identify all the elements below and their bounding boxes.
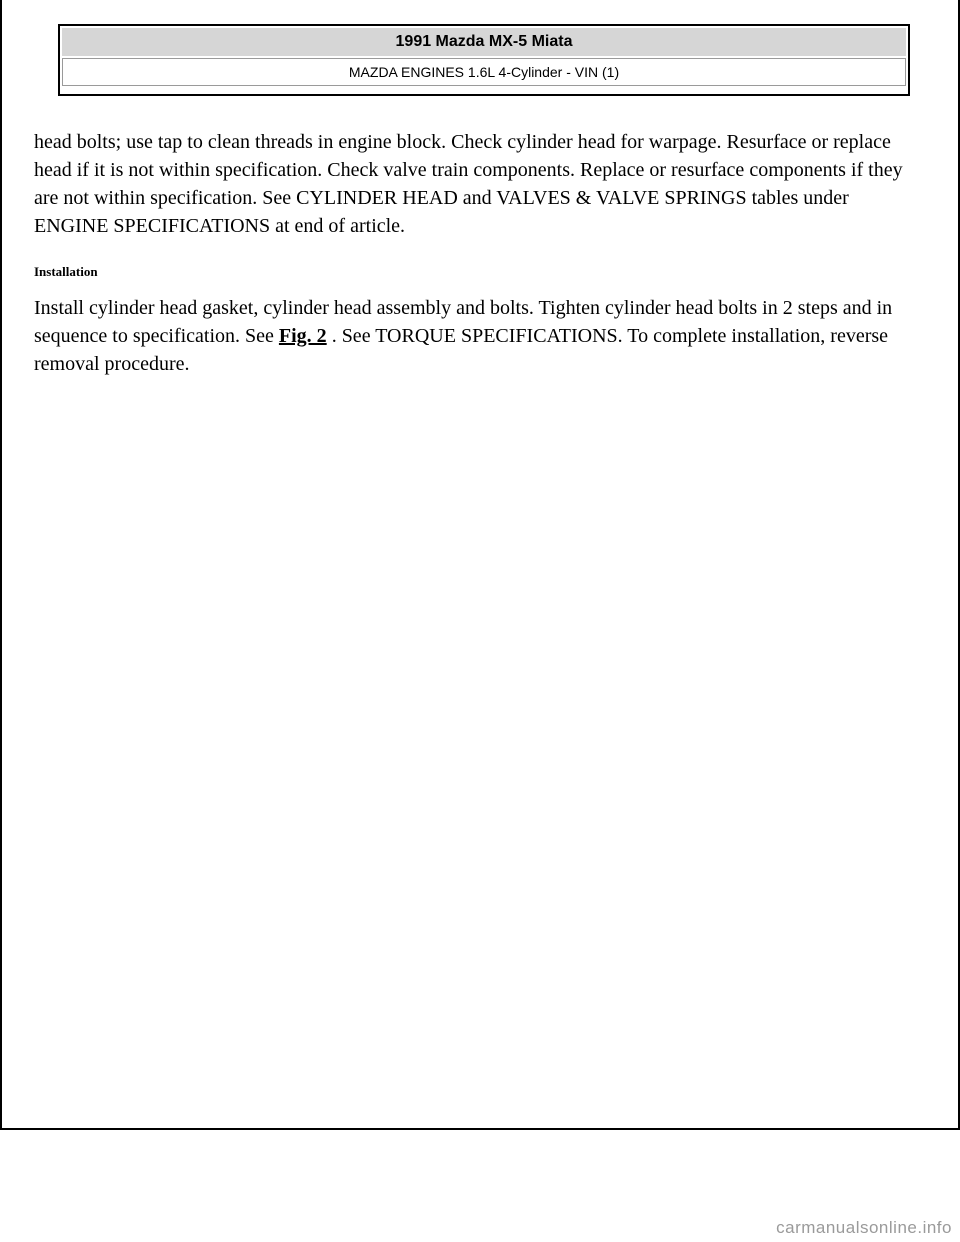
site-watermark: carmanualsonline.info [776, 1218, 952, 1237]
paragraph-installation [34, 294, 914, 378]
section-heading-installation: Installation [34, 264, 98, 279]
document-header [58, 24, 910, 96]
document-title: 1991 Mazda MX-5 Miata [62, 28, 906, 56]
paragraph-installation-text-start: Install cylinder head gasket, cylinder head assembly and bolts. Tighten cylinder head bolts in 2 steps and in sequence to specification. See [34, 297, 893, 347]
document-body [34, 128, 914, 378]
document-subtitle: MAZDA ENGINES 1.6L 4-Cylinder - VIN (1) [62, 58, 906, 86]
fig-2-link[interactable]: Fig. 2 [278, 325, 327, 347]
paragraph-installation-text-end: . See TORQUE SPECIFICATIONS. To complete installation, reverse removal procedure. [34, 325, 889, 375]
paragraph-cylinder-head-inspection: head bolts; use tap to clean threads in engine block. Check cylinder head for warpage. Resurface or replace head if it is not within specification. Check valve train components. Replace or resurface components if they are not within specification. See CYLINDER HEAD and VALVES & VALVE SPRINGS tables under ENGINE SPECIFICATIONS at end of article. [34, 131, 903, 237]
